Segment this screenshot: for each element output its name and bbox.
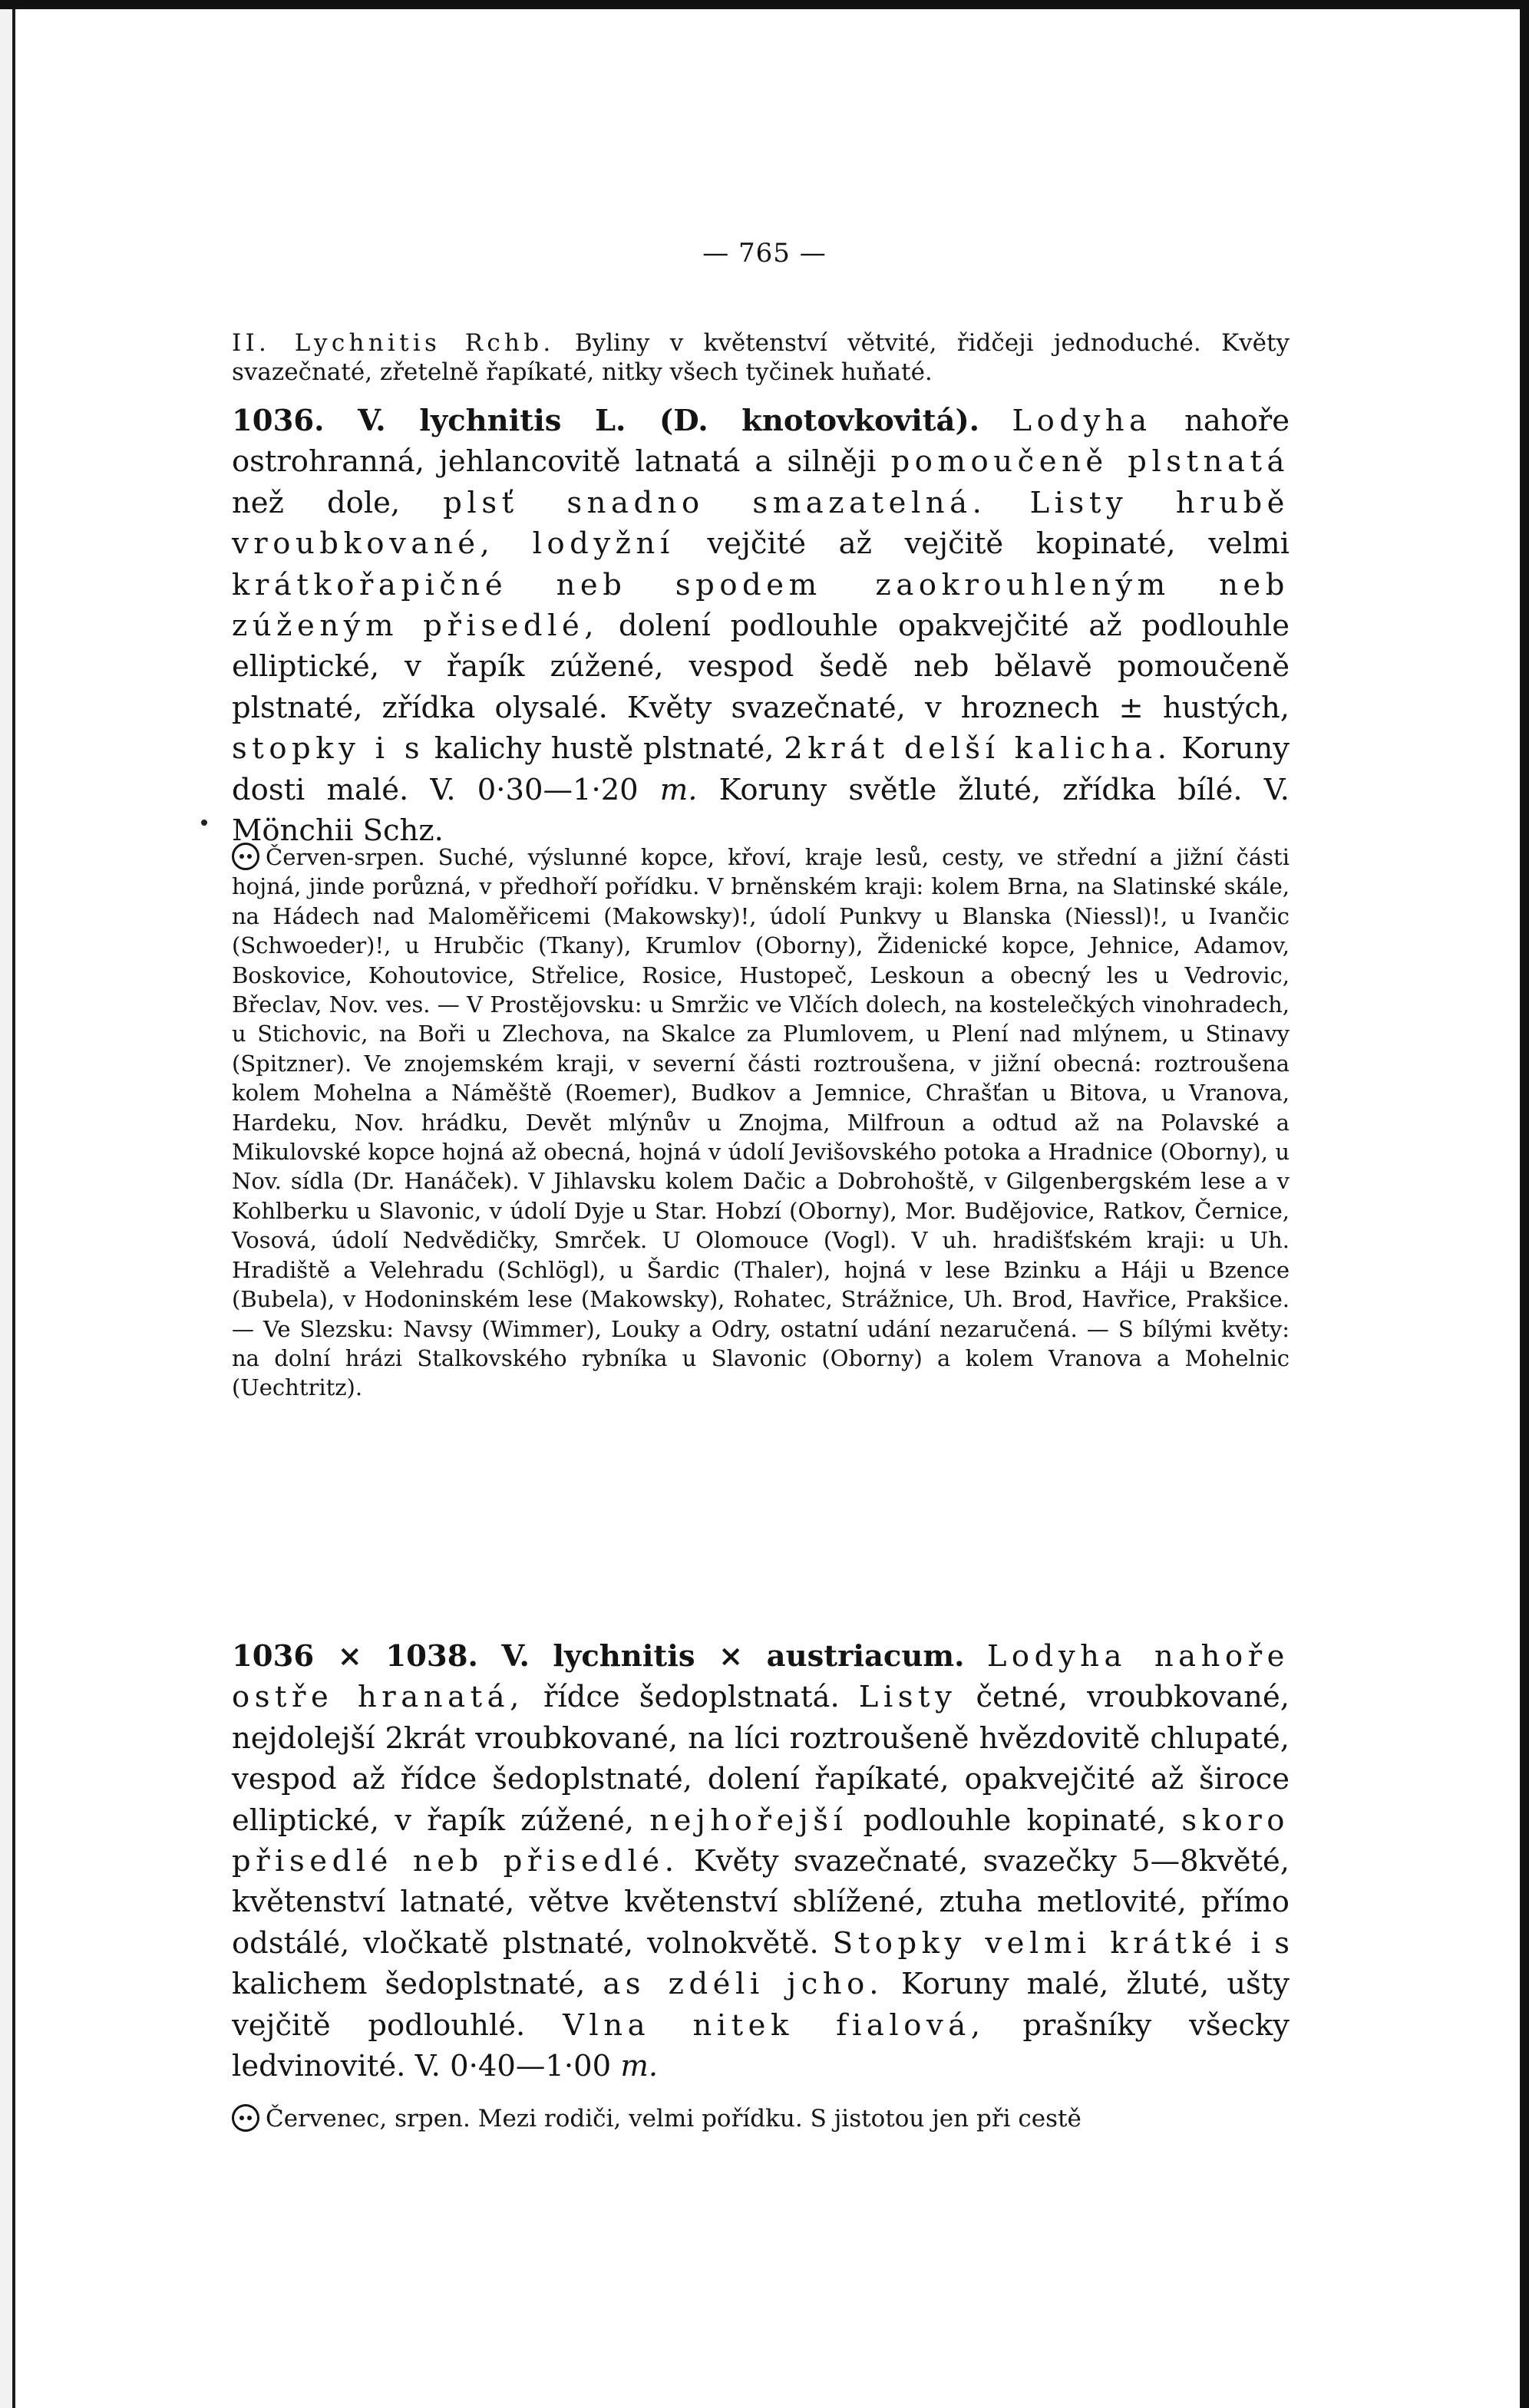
text-fragment: nahoře ostrohranná, jehlancovitě latnatá a silněji (232, 404, 1290, 480)
text-fragment: neb (556, 567, 627, 602)
text-fragment: zúženým přisedlé, (232, 609, 599, 644)
text-fragment: Stopky velmi krátké (832, 1925, 1237, 1961)
distribution-text: Červen-srpen. Suché, výslunné kopce, křoví, kraje lesů, cesty, ve střední a jižní části hojná, jinde porůzná, v předhoří pořídku. V brněnském kraji: kolem Brna, na Slatinské skále, na Hádech nad Maloměřicemi (Makowsky)!, údolí Punkvy u Blanska (Niessl)!, u Ivančic (Schwoeder)!, u Hrubčic (Tkany), Krumlov (Oborny), Židenické kopce, Jehnice, Adamov, Boskovice, Kohoutovice, Střelice, Rosice, Hustopeč, Leskoun a obecný les u Vedrovic, Břeclav, Nov. ves. — V Prostějovsku: u Smržic ve Vlčích dolech, na kostelečkých vinohradech, u Stichovic, na Boři u Zlechova, na Skalce za Plumlovem, u Plení nad mlýnem, u Stinavy (Spitzner). Ve znojemském kraji, v severní části roztroušena, v jižní obecná: roztroušena kolem Mohelna a Náměště (Roemer), Budkov a Jemnice, Chrašťan u Bitova, u Vranova, Hardeku, Nov. hrádku, Devět mlýnův u Znojma, Milfroun a odtud až na Polavské a Mikulovské kopce hojná až obecná, hojná v údolí Jevišovského potoka a Hradnice (Oborny), u Nov. sídla (Dr. Hanáček). V Jihlavsku kolem Dačic a Dobrohoště, v Gilgenbergském lese a v Kohlberku u Slavonic, v údolí Dyje u Star. Hobzí (Oborny), Mor. Budějovice, Ratkov, Černice, Vosová, údolí Nedvědičky, Smrček. U Olomouce (Vogl). V uh. hradišťském kraji: u Uh. Hradiště a Velehradu (Schlögl), u Šardic (Thaler), hojná v lese Bzinku a Háji u Bzence (Bubela), v Hodoninském lese (Makowsky), Rohatec, Strážnice, Uh. Brod, Havřice, Prakšice. — Ve Slezsku: Navsy (Wimmer), Louky a Odry, ostatní udání nezaručená. — S bílými květy: na dolní hrázi Stalkovského rybníka u Slavonic (Oborny) a kolem Vranova a Mohelnic (Uechtritz). (232, 844, 1290, 1401)
text-fragment: Koruny světle žluté, zřídka bílé. V. Mönchii Schz. (232, 772, 1290, 849)
text-fragment: Vlna nitek fialová, (563, 2007, 986, 2043)
hybrid-heading: 1036 × 1038. V. lychnitis × austriacum. (232, 1639, 965, 1674)
distribution-text: Červenec, srpen. Mezi rodiči, velmi pořídku. S jistotou jen při cestě (266, 2105, 1082, 2133)
text-fragment: řídce šedoplstnatá. (543, 1680, 840, 1715)
text-fragment: as zdéli jcho. (603, 1967, 883, 2002)
genus-description: Byliny v květenství větvité, řidčeji jednoduché. Květy svazečnaté, zřetelně řapíkaté, nitky všech tyčinek huňaté. (232, 329, 1290, 386)
scan-top-border (0, 0, 1529, 9)
text-fragment: pomoučeně plstnatá (890, 444, 1290, 480)
genus-title: II. Lychnitis Rchb. (232, 329, 555, 357)
species-1036-heading: 1036. V. lychnitis L. (D. knotovkovitá). (232, 404, 980, 438)
species-1036-distribution (232, 843, 1290, 1403)
text-fragment: prašníky všecky ledvinovité. V. 0·40—1·00 (232, 2007, 1290, 2084)
genus-section (232, 328, 1290, 387)
text-fragment: Koruny dosti malé. V. 0·30—1·20 (232, 731, 1290, 807)
text-fragment: stopky i s (232, 731, 425, 767)
scan-left-margin (0, 0, 12, 2408)
text-fragment: krátkořapičné (232, 567, 508, 602)
hybrid-distribution (232, 2104, 1290, 2133)
text-fragment: dolení podlouhle opakvejčité až podlouhle elliptické, v řapík zúžené, vespod šedě neb bělavě pomoučeně plstnaté, zřídka olysalé. Květy svazečnaté, v hroznech ± hustých, (232, 609, 1290, 725)
text-fragment: vejčité až vejčitě kopinaté, velmi (707, 526, 1290, 562)
species-1036-description (232, 401, 1290, 851)
text-fragment: skoro přisedlé neb přisedlé. (232, 1803, 1290, 1879)
text-fragment: Listy (858, 1680, 957, 1715)
page-number: — 765 — (702, 238, 827, 269)
text-fragment: spodem zaokrouhleným (675, 567, 1171, 602)
hybrid-description (232, 1636, 1290, 2086)
margin-dot (201, 820, 207, 826)
sun-symbol-icon (232, 2104, 259, 2132)
text-fragment: Lodyha (1012, 404, 1152, 438)
text-fragment: nejhořejší (649, 1803, 848, 1838)
text-fragment: četné, vroubkované, nejdolejší 2krát vroubkované, na líci roztroušeně hvězdovitě chlupaté, vespod až řídce šedoplstnaté, dolení řapíkaté, opakvejčité až široce elliptické, v řapík zúžené, (232, 1680, 1290, 1838)
text-fragment: než dole, (232, 485, 401, 520)
text-fragment: podlouhle kopinaté, (863, 1803, 1167, 1838)
scan-right-border (1520, 0, 1529, 2408)
text-fragment: Koruny malé, žluté, ušty vejčitě podlouhlé. (232, 1967, 1290, 2043)
text-fragment: neb (1219, 567, 1290, 602)
sun-symbol-icon (232, 843, 259, 870)
text-fragment: 2krát delší kalicha. (784, 731, 1172, 767)
text-fragment: m. (620, 2049, 659, 2084)
page-edge-line (12, 0, 15, 2408)
text-fragment: Listy hrubě vroubkované, lodyžní (232, 485, 1290, 562)
text-fragment: Lodyha nahoře ostře hranatá, (232, 1639, 1290, 1715)
text-fragment: plsť snadno smazatelná. (443, 485, 987, 520)
text-fragment: Květy svazečnaté, svazečky 5—8květé, květenství latnaté, větve květenství sblížené, ztuha metlovité, přímo odstálé, vločkatě plstnaté, volnokvětě. (232, 1844, 1290, 1961)
text-fragment: kalichy hustě plstnaté, (434, 731, 774, 767)
text-fragment: m. (659, 772, 698, 807)
text-fragment: i s kalichem šedoplstnaté, (232, 1925, 1290, 2002)
